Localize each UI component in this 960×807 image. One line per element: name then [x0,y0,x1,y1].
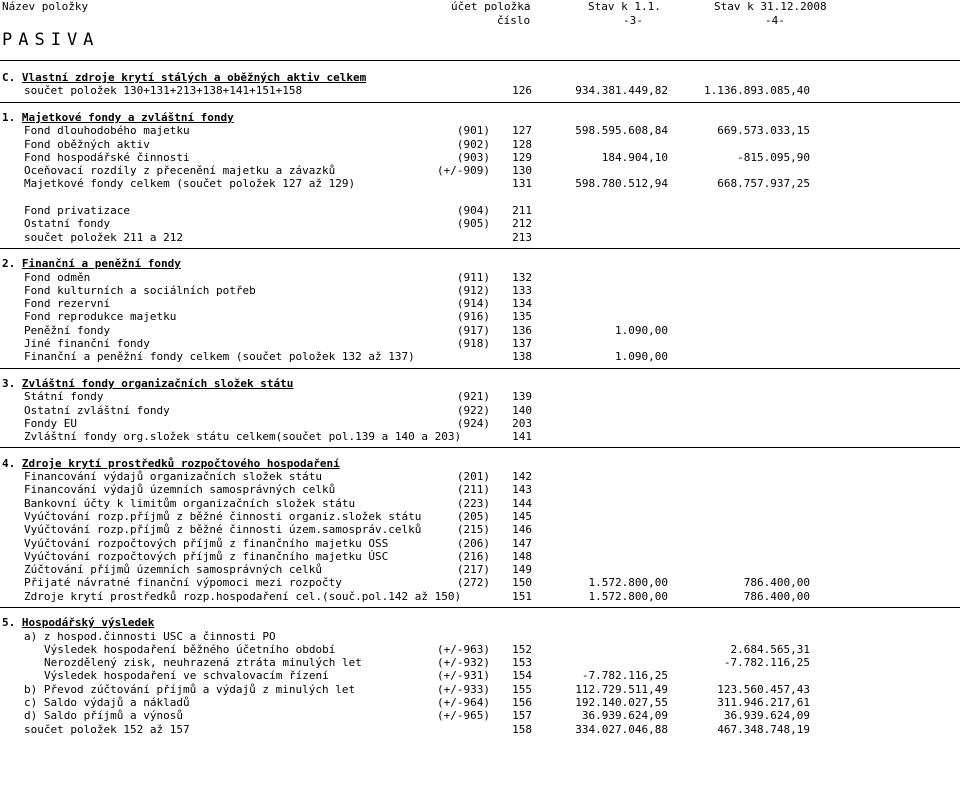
item-name: Fond oběžných aktiv [24,138,150,151]
item-name: Výsledek hospodaření běžného účetního období [44,643,336,656]
item-name: Fond kulturních a sociálních potřeb [24,284,256,297]
account-code: (+/-931) [437,669,490,682]
account-code: (206) [456,537,490,550]
item-name: Vyúčtování rozp.příjmů z běžné činnosti organiz.složek státu [24,510,422,523]
section-separator [0,248,960,249]
account-code: (914) [456,297,490,310]
table-row [0,337,960,350]
section-heading-row [0,616,960,629]
item-name: Fond odměn [24,271,91,284]
account-code: (911) [456,271,490,284]
table-row [0,669,960,682]
table-row [0,630,960,643]
section-heading-row [0,457,960,470]
account-code: (205) [456,510,490,523]
account-code: (918) [456,337,490,350]
table-row [0,550,960,563]
section-heading-row [0,377,960,390]
table-row [0,297,960,310]
item-number: 203 [512,417,532,430]
table-row [0,177,960,190]
column-header-number: účet položka [451,0,531,13]
item-number: 211 [512,204,532,217]
account-code: (223) [456,497,490,510]
table-row [0,164,960,177]
item-name: Peněžní fondy [24,324,111,337]
account-code: (+/-933) [437,683,490,696]
account-code: (904) [456,204,490,217]
item-name: Financování výdajů územních samosprávných celků [24,483,336,496]
item-name: d) Saldo příjmů a výnosů [24,709,183,722]
column-header-name: Název položky [2,0,89,13]
item-name: Fond reprodukce majetku [24,310,177,323]
table-row [0,310,960,323]
item-number: 139 [512,390,532,403]
item-number: 150 [512,576,532,589]
table-row [0,723,960,736]
column-header-start-balance: Stav k 1.1. [588,0,661,13]
column-header-end-balance-sub: -4- [765,14,785,27]
account-code: (201) [456,470,490,483]
section-separator [0,102,960,103]
item-name: Jiné finanční fondy [24,337,150,350]
table-row [0,138,960,151]
table-row [0,151,960,164]
table-row [0,483,960,496]
table-row [0,709,960,722]
item-name: Fond dlouhodobého majetku [24,124,190,137]
start-balance-value: 36.939.624,09 [581,709,668,722]
item-name: Nerozdělený zisk, neuhrazená ztráta minulých let [44,656,362,669]
item-name: Fondy EU [24,417,77,430]
table-row [0,430,960,443]
item-name: Fond rezervní [24,297,111,310]
start-balance-value: 334.027.046,88 [575,723,668,736]
table-row [0,656,960,669]
start-balance-value: -7.782.116,25 [581,669,668,682]
account-code: (921) [456,390,490,403]
section-heading-row [0,71,960,84]
item-name: Přijaté návratné finanční výpomoci mezi rozpočty [24,576,342,589]
section-number: 4. [2,457,22,470]
item-number: 137 [512,337,532,350]
section-separator [0,447,960,448]
section-heading-row [0,111,960,124]
section-heading-row [0,257,960,270]
item-name: Bankovní účty k limitům organizačních složek státu [24,497,356,510]
end-balance-value: 123.560.457,43 [717,683,810,696]
end-balance-value: 786.400,00 [743,576,810,589]
item-number: 131 [512,177,532,190]
section-number: 2. [2,257,22,270]
item-name: Ostatní fondy [24,217,111,230]
item-number: 140 [512,404,532,417]
end-balance-value: 1.136.893.085,40 [704,84,810,97]
start-balance-value: 184.904,10 [601,151,668,164]
column-header-number-sub: číslo [497,14,531,27]
table-row [0,417,960,430]
item-name: Oceňovací rozdíly z přecenění majetku a závazků [24,164,336,177]
item-name: Finanční a peněžní fondy celkem (součet položek 132 až 137) [24,350,415,363]
item-name: Fond privatizace [24,204,130,217]
account-code: (912) [456,284,490,297]
account-code: (905) [456,217,490,230]
item-number: 133 [512,284,532,297]
start-balance-value: 934.381.449,82 [575,84,668,97]
end-balance-value: 669.573.033,15 [717,124,810,137]
table-row [0,510,960,523]
table-row [0,350,960,363]
end-balance-value: -815.095,90 [737,151,810,164]
item-number: 153 [512,656,532,669]
table-row [0,470,960,483]
account-code: (272) [456,576,490,589]
section-heading [2,616,154,629]
item-number: 141 [512,430,532,443]
section-number: 5. [2,616,22,629]
item-number: 128 [512,138,532,151]
account-code: (+/-964) [437,696,490,709]
end-balance-value: 668.757.937,25 [717,177,810,190]
table-row [0,497,960,510]
account-code: (917) [456,324,490,337]
start-balance-value: 598.595.608,84 [575,124,668,137]
item-number: 151 [512,590,532,603]
item-number: 127 [512,124,532,137]
item-number: 152 [512,643,532,656]
table-row [0,590,960,603]
item-name: Financování výdajů organizačních složek státu [24,470,323,483]
item-name: Ostatní zvláštní fondy [24,404,170,417]
section-heading [2,111,234,124]
table-row [0,683,960,696]
item-number: 156 [512,696,532,709]
item-name: Majetkové fondy celkem (součet položek 127 až 129) [24,177,356,190]
item-number: 130 [512,164,532,177]
table-row [0,324,960,337]
item-name: c) Saldo výdajů a nákladů [24,696,190,709]
account-code: (+/-963) [437,643,490,656]
item-name: Zvláštní fondy org.složek státu celkem(součet pol.139 a 140 a 203) [24,430,462,443]
start-balance-value: 1.090,00 [615,350,668,363]
table-row [0,231,960,244]
table-row [0,523,960,536]
item-number: 142 [512,470,532,483]
item-number: 212 [512,217,532,230]
start-balance-value: 192.140.027,55 [575,696,668,709]
account-code: (+/-965) [437,709,490,722]
end-balance-value: 311.946.217,61 [717,696,810,709]
item-number: 213 [512,231,532,244]
table-row [0,404,960,417]
item-name: Vyúčtování rozp.příjmů z běžné činnosti územ.samospráv.celků [24,523,422,536]
end-balance-value: 36.939.624,09 [723,709,810,722]
report-title: PASIVA [2,30,100,50]
item-number: 146 [512,523,532,536]
item-number: 126 [512,84,532,97]
start-balance-value: 1.572.800,00 [588,590,668,603]
section-heading [2,377,293,390]
table-row [0,217,960,230]
section-title: Zvláštní fondy organizačních složek státu [21,377,294,390]
table-row [0,390,960,403]
item-name: Výsledek hospodaření ve schvalovacím řízení [44,669,329,682]
section-title: Majetkové fondy a zvláštní fondy [21,111,234,124]
table-row [0,204,960,217]
item-name: Zdroje krytí prostředků rozp.hospodaření cel.(souč.pol.142 až 150) [24,590,462,603]
start-balance-value: 598.780.512,94 [575,177,668,190]
item-number: 145 [512,510,532,523]
section-number: 1. [2,111,22,124]
start-balance-value: 1.572.800,00 [588,576,668,589]
item-name: Fond hospodářské činnosti [24,151,190,164]
start-balance-value: 1.090,00 [615,324,668,337]
section-heading [2,457,340,470]
table-row [0,537,960,550]
account-code: (922) [456,404,490,417]
table-row [0,576,960,589]
section-number: C. [2,71,22,84]
item-name: Zúčtování příjmů územních samosprávných celků [24,563,323,576]
end-balance-value: 2.684.565,31 [730,643,810,656]
column-header-end-balance: Stav k 31.12.2008 [714,0,827,13]
section-heading [2,257,181,270]
account-code: (902) [456,138,490,151]
column-header-start-balance-sub: -3- [623,14,643,27]
table-row [0,271,960,284]
item-name: Státní fondy [24,390,104,403]
account-code: (211) [456,483,490,496]
item-number: 136 [512,324,532,337]
item-name: Vyúčtování rozpočtových příjmů z finančního majetku ÚSC [24,550,389,563]
account-code: (215) [456,523,490,536]
item-name: součet položek 152 až 157 [24,723,190,736]
account-code: (924) [456,417,490,430]
account-code: (+/-909) [437,164,490,177]
item-number: 129 [512,151,532,164]
item-number: 134 [512,297,532,310]
item-number: 143 [512,483,532,496]
section-separator [0,368,960,369]
item-number: 157 [512,709,532,722]
start-balance-value: 112.729.511,49 [575,683,668,696]
report-header [0,0,960,61]
item-number: 135 [512,310,532,323]
account-code: (216) [456,550,490,563]
table-row [0,643,960,656]
item-number: 158 [512,723,532,736]
table-row [0,284,960,297]
item-number: 138 [512,350,532,363]
section-heading [2,71,366,84]
item-number: 155 [512,683,532,696]
section-title: Finanční a peněžní fondy [21,257,181,270]
end-balance-value: 786.400,00 [743,590,810,603]
table-row [0,563,960,576]
section-separator [0,607,960,608]
section-title: Hospodářský výsledek [21,616,155,629]
section-number: 3. [2,377,22,390]
item-number: 147 [512,537,532,550]
item-number: 148 [512,550,532,563]
item-name: a) z hospod.činnosti USC a činnosti PO [24,630,276,643]
section-title: Vlastní zdroje krytí stálých a oběžných aktiv celkem [21,71,367,84]
end-balance-value: 467.348.748,19 [717,723,810,736]
item-name: součet položek 211 a 212 [24,231,183,244]
item-number: 132 [512,271,532,284]
item-number: 149 [512,563,532,576]
item-name: b) Převod zúčtování příjmů a výdajů z minulých let [24,683,356,696]
item-name: součet položek 130+131+213+138+141+151+158 [24,84,303,97]
table-row [0,84,960,97]
account-code: (+/-932) [437,656,490,669]
item-number: 154 [512,669,532,682]
item-number: 144 [512,497,532,510]
account-code: (916) [456,310,490,323]
account-code: (901) [456,124,490,137]
account-code: (903) [456,151,490,164]
table-row [0,696,960,709]
end-balance-value: -7.782.116,25 [723,656,810,669]
account-code: (217) [456,563,490,576]
section-title: Zdroje krytí prostředků rozpočtového hospodaření [21,457,340,470]
table-row [0,124,960,137]
item-name: Vyúčtování rozpočtových příjmů z finančního majetku OSS [24,537,389,550]
